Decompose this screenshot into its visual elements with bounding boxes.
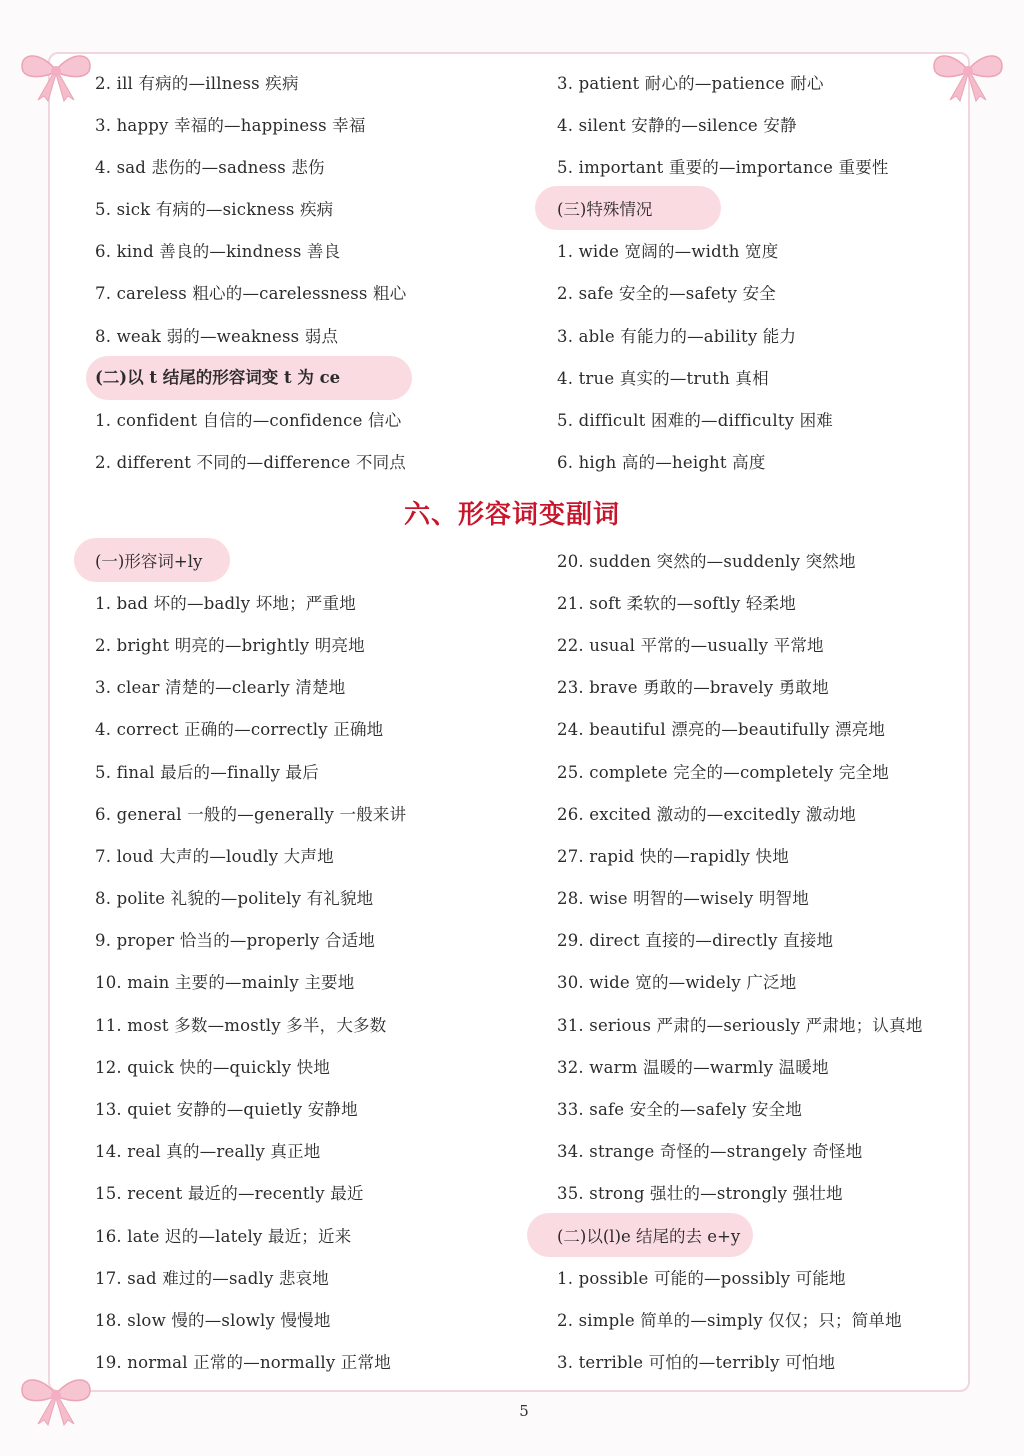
list-item: 1. possible 可能的—possibly 可能地 [557,1269,846,1288]
list-item: 5. important 重要的—importance 重要性 [557,158,889,177]
list-item: 17. sad 难过的—sadly 悲哀地 [95,1269,330,1288]
list-item: 2. ill 有病的—illness 疾病 [95,74,299,93]
list-item: 22. usual 平常的—usually 平常地 [557,636,824,655]
list-item: 1. bad 坏的—badly 坏地；严重地 [95,594,356,613]
section-heading: (二)以(l)e 结尾的去 e+y [557,1227,741,1246]
list-item: 5. final 最后的—finally 最后 [95,763,319,782]
list-item: 2. simple 简单的—simply 仅仅；只；简单地 [557,1311,902,1330]
list-item: 5. sick 有病的—sickness 疾病 [95,200,334,219]
list-item: 11. most 多数—mostly 多半，大多数 [95,1016,387,1035]
list-item: 3. patient 耐心的—patience 耐心 [557,74,824,93]
bow-icon [928,46,1008,102]
list-item: 13. quiet 安静的—quietly 安静地 [95,1100,358,1119]
list-item: 29. direct 直接的—directly 直接地 [557,931,834,950]
list-item: 10. main 主要的—mainly 主要地 [95,973,355,992]
list-item: 7. loud 大声的—loudly 大声地 [95,847,334,866]
list-item: 8. weak 弱的—weakness 弱点 [95,327,339,346]
list-item: 32. warm 温暖的—warmly 温暖地 [557,1058,829,1077]
list-item: 31. serious 严肃的—seriously 严肃地；认真地 [557,1016,923,1035]
list-item: 4. correct 正确的—correctly 正确地 [95,720,384,739]
list-item: 34. strange 奇怪的—strangely 奇怪地 [557,1142,863,1161]
list-item: 12. quick 快的—quickly 快地 [95,1058,331,1077]
list-item: 7. careless 粗心的—carelessness 粗心 [95,284,407,303]
list-item: 9. proper 恰当的—properly 合适地 [95,931,375,950]
list-item: 20. sudden 突然的—suddenly 突然地 [557,552,856,571]
list-item: 35. strong 强壮的—strongly 强壮地 [557,1184,843,1203]
list-item: 2. bright 明亮的—brightly 明亮地 [95,636,365,655]
list-item: 1. confident 自信的—confidence 信心 [95,411,402,430]
list-item: 2. different 不同的—difference 不同点 [95,453,407,472]
page-number: 5 [519,1402,529,1420]
section-title: 六、形容词变副词 [403,500,620,530]
list-item: 28. wise 明智的—wisely 明智地 [557,889,809,908]
list-item: 24. beautiful 漂亮的—beautifully 漂亮地 [557,720,886,739]
list-item: 6. kind 善良的—kindness 善良 [95,242,341,261]
list-item: 15. recent 最近的—recently 最近 [95,1184,364,1203]
list-item: 2. safe 安全的—safety 安全 [557,284,776,303]
list-item: 30. wide 宽的—widely 广泛地 [557,973,797,992]
list-item: 3. terrible 可怕的—terribly 可怕地 [557,1353,836,1372]
list-item: 25. complete 完全的—completely 完全地 [557,763,889,782]
list-item: 23. brave 勇敢的—bravely 勇敢地 [557,678,829,697]
list-item: 4. true 真实的—truth 真相 [557,369,769,388]
list-item: 14. real 真的—really 真正地 [95,1142,321,1161]
list-item: 21. soft 柔软的—softly 轻柔地 [557,594,796,613]
section-heading: (二)以 t 结尾的形容词变 t 为 ce [95,368,341,387]
list-item: 33. safe 安全的—safely 安全地 [557,1100,803,1119]
list-item: 6. general 一般的—generally 一般来讲 [95,805,407,824]
list-item: 18. slow 慢的—slowly 慢慢地 [95,1311,331,1330]
list-item: 3. happy 幸福的—happiness 幸福 [95,116,366,135]
list-item: 4. silent 安静的—silence 安静 [557,116,797,135]
list-item: 3. able 有能力的—ability 能力 [557,327,797,346]
list-item: 1. wide 宽阔的—width 宽度 [557,242,779,261]
bow-icon [16,46,96,102]
list-item: 8. polite 礼貌的—politely 有礼貌地 [95,889,374,908]
section-heading: (一)形容词+ly [95,552,203,571]
list-item: 26. excited 激动的—excitedly 激动地 [557,805,856,824]
list-item: 6. high 高的—height 高度 [557,453,766,472]
list-item: 27. rapid 快的—rapidly 快地 [557,847,789,866]
list-item: 5. difficult 困难的—difficulty 困难 [557,411,834,430]
section-heading: (三)特殊情况 [557,200,653,219]
list-item: 3. clear 清楚的—clearly 清楚地 [95,678,346,697]
list-item: 16. late 迟的—lately 最近；近来 [95,1227,352,1246]
list-item: 4. sad 悲伤的—sadness 悲伤 [95,158,325,177]
list-item: 19. normal 正常的—normally 正常地 [95,1353,391,1372]
